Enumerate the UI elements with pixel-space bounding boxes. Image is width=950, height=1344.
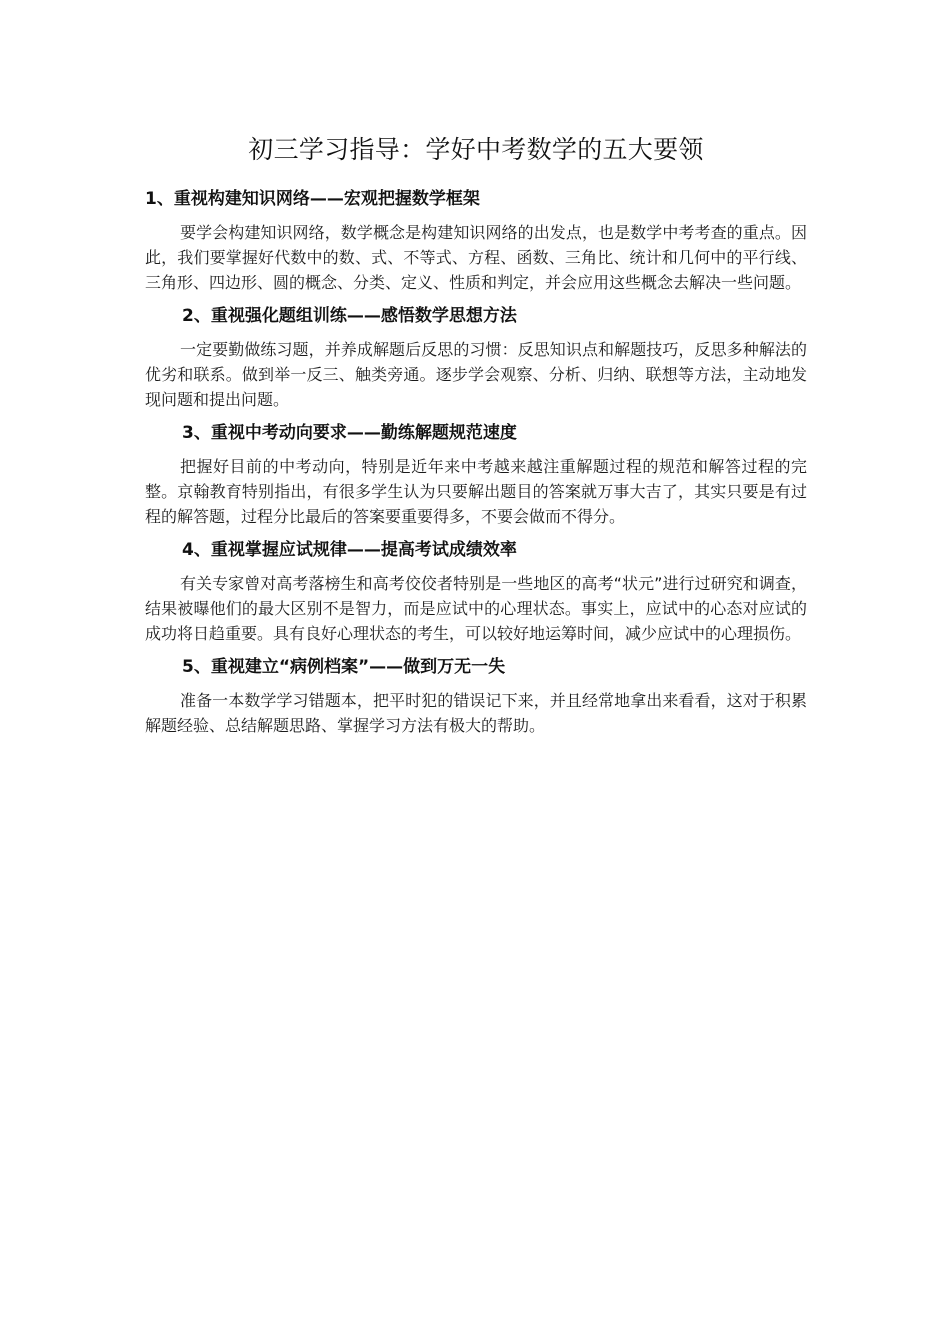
document-title: 初三学习指导：学好中考数学的五大要领 [248, 135, 704, 164]
section-body-3: 把握好目前的中考动向，特别是近年来中考越来越注重解题过程的规范和解答过程的完整。京翰教育特别指出，有很多学生认为只要解出题目的答案就万事大吉了，其实只要是有过程的解答题，过程分比最后的答案要重要得多，不要会做而不得分。 [145, 457, 807, 526]
section-body-5: 准备一本数学学习错题本，把平时犯的错误记下来，并且经常地拿出来看看，这对于积累解题经验、总结解题思路、掌握学习方法有极大的帮助。 [145, 691, 807, 735]
section-body-4: 有关专家曾对高考落榜生和高考佼佼者特别是一些地区的高考“状元”进行过研究和调查，结果被曝他们的最大区别不是智力，而是应试中的心理状态。事实上，应试中的心态对应试的成功将日趋重要。具有良好心理状态的考生，可以较好地运筹时间，减少应试中的心理损伤。 [145, 574, 807, 643]
section-heading-5: 5、重视建立“病例档案”——做到万无一失 [182, 657, 506, 677]
section-body-2: 一定要勤做练习题，并养成解题后反思的习惯：反思知识点和解题技巧，反思多种解法的优劣和联系。做到举一反三、触类旁通。逐步学会观察、分析、归纳、联想等方法，主动地发现问题和提出问题。 [145, 340, 807, 409]
section-heading-4: 4、重视掌握应试规律——提高考试成绩效率 [182, 540, 517, 560]
section-heading-2: 2、重视强化题组训练——感悟数学思想方法 [182, 306, 517, 326]
section-body-1: 要学会构建知识网络，数学概念是构建知识网络的出发点，也是数学中考考查的重点。因此，我们要掌握好代数中的数、式、不等式、方程、函数、三角比、统计和几何中的平行线、三角形、四边形、圆的概念、分类、定义、性质和判定，并会应用这些概念去解决一些问题。 [145, 223, 807, 292]
section-heading-1: 1、重视构建知识网络——宏观把握数学框架 [145, 189, 480, 209]
section-heading-3: 3、重视中考动向要求——勤练解题规范速度 [182, 423, 517, 443]
document-content [145, 130, 807, 738]
